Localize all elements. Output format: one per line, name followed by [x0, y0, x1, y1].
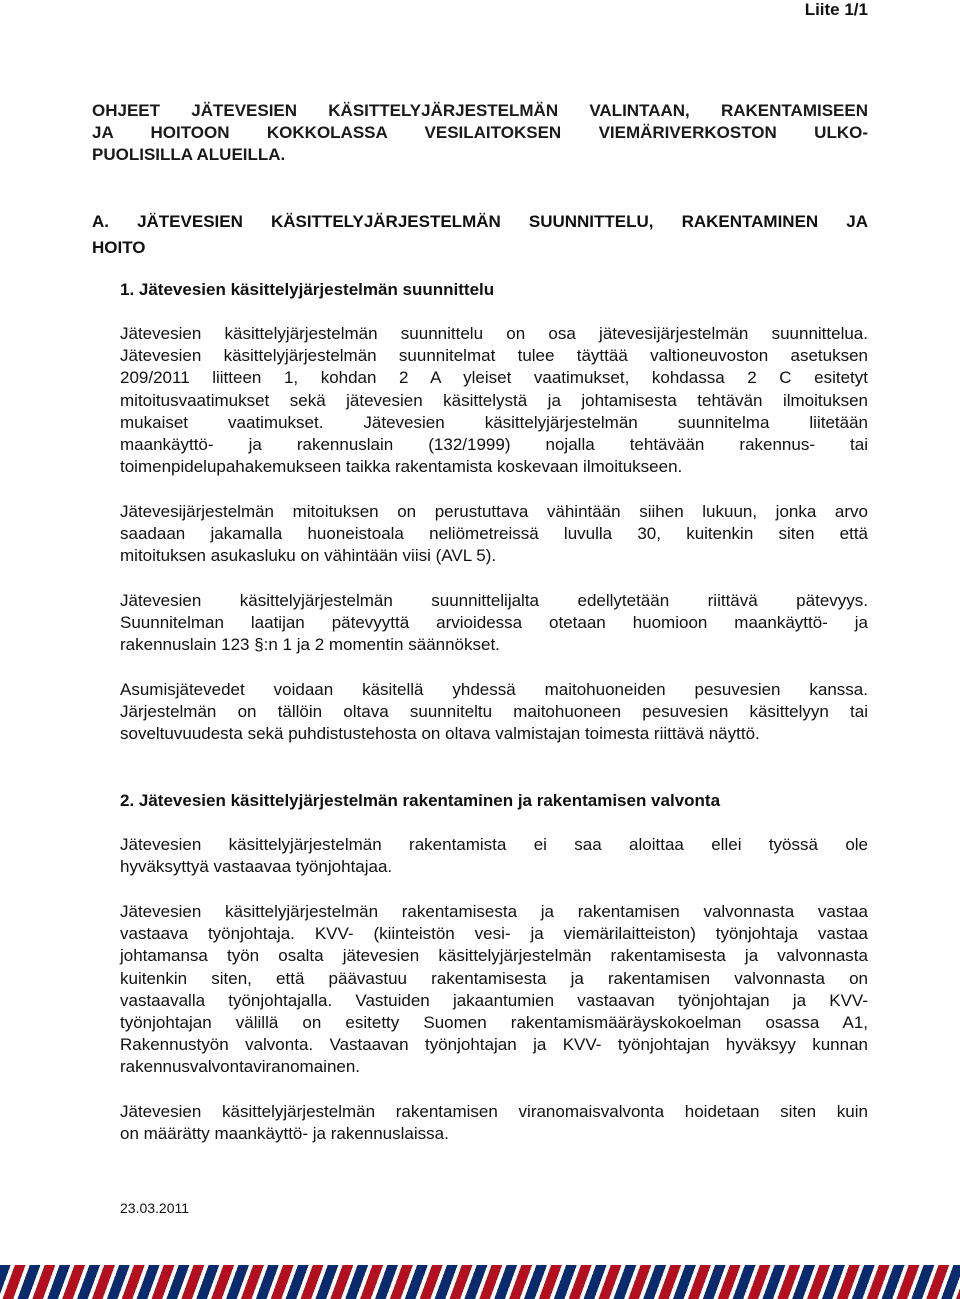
- paragraph-line: soveltuvuudesta sekä puhdistustehosta on oltava valmistajan toimesta riittävä näyttö.: [120, 724, 760, 744]
- paragraph-line: Asumisjätevedet voidaan käsitellä yhdessä maitohuoneiden pesuvesien kanssa.: [120, 680, 868, 699]
- paragraph: [120, 590, 868, 657]
- section-a-heading: [92, 209, 868, 261]
- paragraph-line: Jätevesien käsittelyjärjestelmän rakentamista ei saa aloittaa ellei työssä ole: [120, 835, 868, 854]
- paragraph: [120, 1101, 868, 1145]
- title-line: JA HOITOON KOKKOLASSA VESILAITOKSEN VIEMÄRIVERKOSTON ULKO-: [92, 123, 868, 142]
- paragraph-line: työnjohtajan välillä on esitetty Suomen rakentamismääräyskokoelman osassa A1,: [120, 1013, 868, 1033]
- document-date: 23.03.2011: [120, 1200, 190, 1216]
- paragraph-line: Järjestelmän on tällöin oltava suunniteltu maitohuoneen pesuvesien käsittelyyn tai: [120, 702, 868, 722]
- section-a-line: A. JÄTEVESIEN KÄSITTELYJÄRJESTELMÄN SUUNNITTELU, RAKENTAMINEN JA: [92, 212, 868, 231]
- paragraph: [120, 834, 868, 878]
- paragraph-line: rakennusvalvontaviranomainen.: [120, 1057, 361, 1077]
- paragraph-line: on määrätty maankäyttö- ja rakennuslaissa.: [120, 1124, 449, 1144]
- document-title: [92, 100, 868, 166]
- paragraph-line: johtamansa työn osalta jätevesien käsittelyjärjestelmän rakentamisesta ja valvonnasta: [120, 946, 868, 966]
- paragraph-line: Jätevesijärjestelmän mitoituksen on perustuttava vähintään siihen lukuun, jonka arvo: [120, 502, 868, 521]
- paragraph-line: Jätevesien käsittelyjärjestelmän rakentamisesta ja rakentamisen valvonnasta vastaa: [120, 902, 868, 921]
- paragraph-line: mukaiset vaatimukset. Jätevesien käsittelyjärjestelmän suunnitelma liitetään: [120, 412, 868, 432]
- paragraph: [120, 679, 868, 746]
- title-line: OHJEET JÄTEVESIEN KÄSITTELYJÄRJESTELMÄN VALINTAAN, RAKENTAMISEEN: [92, 101, 868, 120]
- paragraph-line: Jätevesien käsittelyjärjestelmän suunnitelmat tulee täyttää valtioneuvoston asetuksen: [120, 346, 868, 366]
- paragraph-line: kuitenkin siten, että päävastuu rakentamisesta ja rakentamisen valvonnasta on: [120, 968, 868, 988]
- decorative-border: [0, 1265, 960, 1299]
- paragraph-line: Jätevesien käsittelyjärjestelmän suunnittelijalta edellytetään riittävä pätevyys.: [120, 591, 868, 610]
- paragraph-line: Jätevesien käsittelyjärjestelmän rakentamisen viranomaisvalvonta hoidetaan siten kuin: [120, 1102, 868, 1121]
- paragraph-line: vastaavalla työnjohtajalla. Vastuiden jakaantumien vastaavan työnjohtajan ja KVV-: [120, 990, 868, 1010]
- section-a-line: HOITO: [92, 238, 146, 257]
- paragraph: [120, 323, 868, 478]
- paragraph-line: 209/2011 liitteen 1, kohdan 2 A yleiset vaatimukset, kohdassa 2 C esitetyt: [120, 368, 868, 388]
- paragraph-line: Suunnitelman laatijan pätevyyttä arvioidessa otetaan huomioon maankäyttö- ja: [120, 613, 868, 633]
- title-line: PUOLISILLA ALUEILLA.: [92, 145, 286, 164]
- paragraph-line: hyväksyttyä vastaavaa työnjohtajaa.: [120, 857, 393, 877]
- paragraph-line: rakennuslain 123 §:n 1 ja 2 momentin säännökset.: [120, 635, 500, 655]
- paragraph-line: mitoituksen asukasluku on vähintään viisi (AVL 5).: [120, 546, 497, 566]
- attachment-label: Liite 1/1: [804, 0, 868, 19]
- paragraph-line: toimenpidelupahakemukseen taikka rakentamista koskevaan ilmoitukseen.: [120, 457, 683, 477]
- paragraph-line: Rakennustyön valvonta. Vastaavan työnjohtajan ja KVV- työnjohtajan hyväksyy kunnan: [120, 1035, 868, 1055]
- paragraph-line: mitoitusvaatimukset sekä jätevesien käsittelystä ja johtamisesta tehtävän ilmoituksen: [120, 390, 868, 410]
- paragraph: [120, 901, 868, 1079]
- paragraph-line: maankäyttö- ja rakennuslain (132/1999) nojalla tehtävään rakennus- tai: [120, 435, 868, 455]
- section-2-heading: 2. Jätevesien käsittelyjärjestelmän rakentaminen ja rakentamisen valvonta: [120, 791, 721, 810]
- paragraph-line: vastaava työnjohtaja. KVV- (kiinteistön vesi- ja viemärilaitteiston) työnjohtaja vastaa: [120, 924, 868, 944]
- paragraph: [120, 501, 868, 568]
- paragraph-line: saadaan jakamalla huoneistoala neliömetreissä luvulla 30, kuitenkin siten että: [120, 524, 868, 544]
- paragraph-line: Jätevesien käsittelyjärjestelmän suunnittelu on osa jätevesijärjestelmän suunnittelua.: [120, 324, 868, 343]
- section-1-heading: 1. Jätevesien käsittelyjärjestelmän suunnittelu: [120, 280, 495, 299]
